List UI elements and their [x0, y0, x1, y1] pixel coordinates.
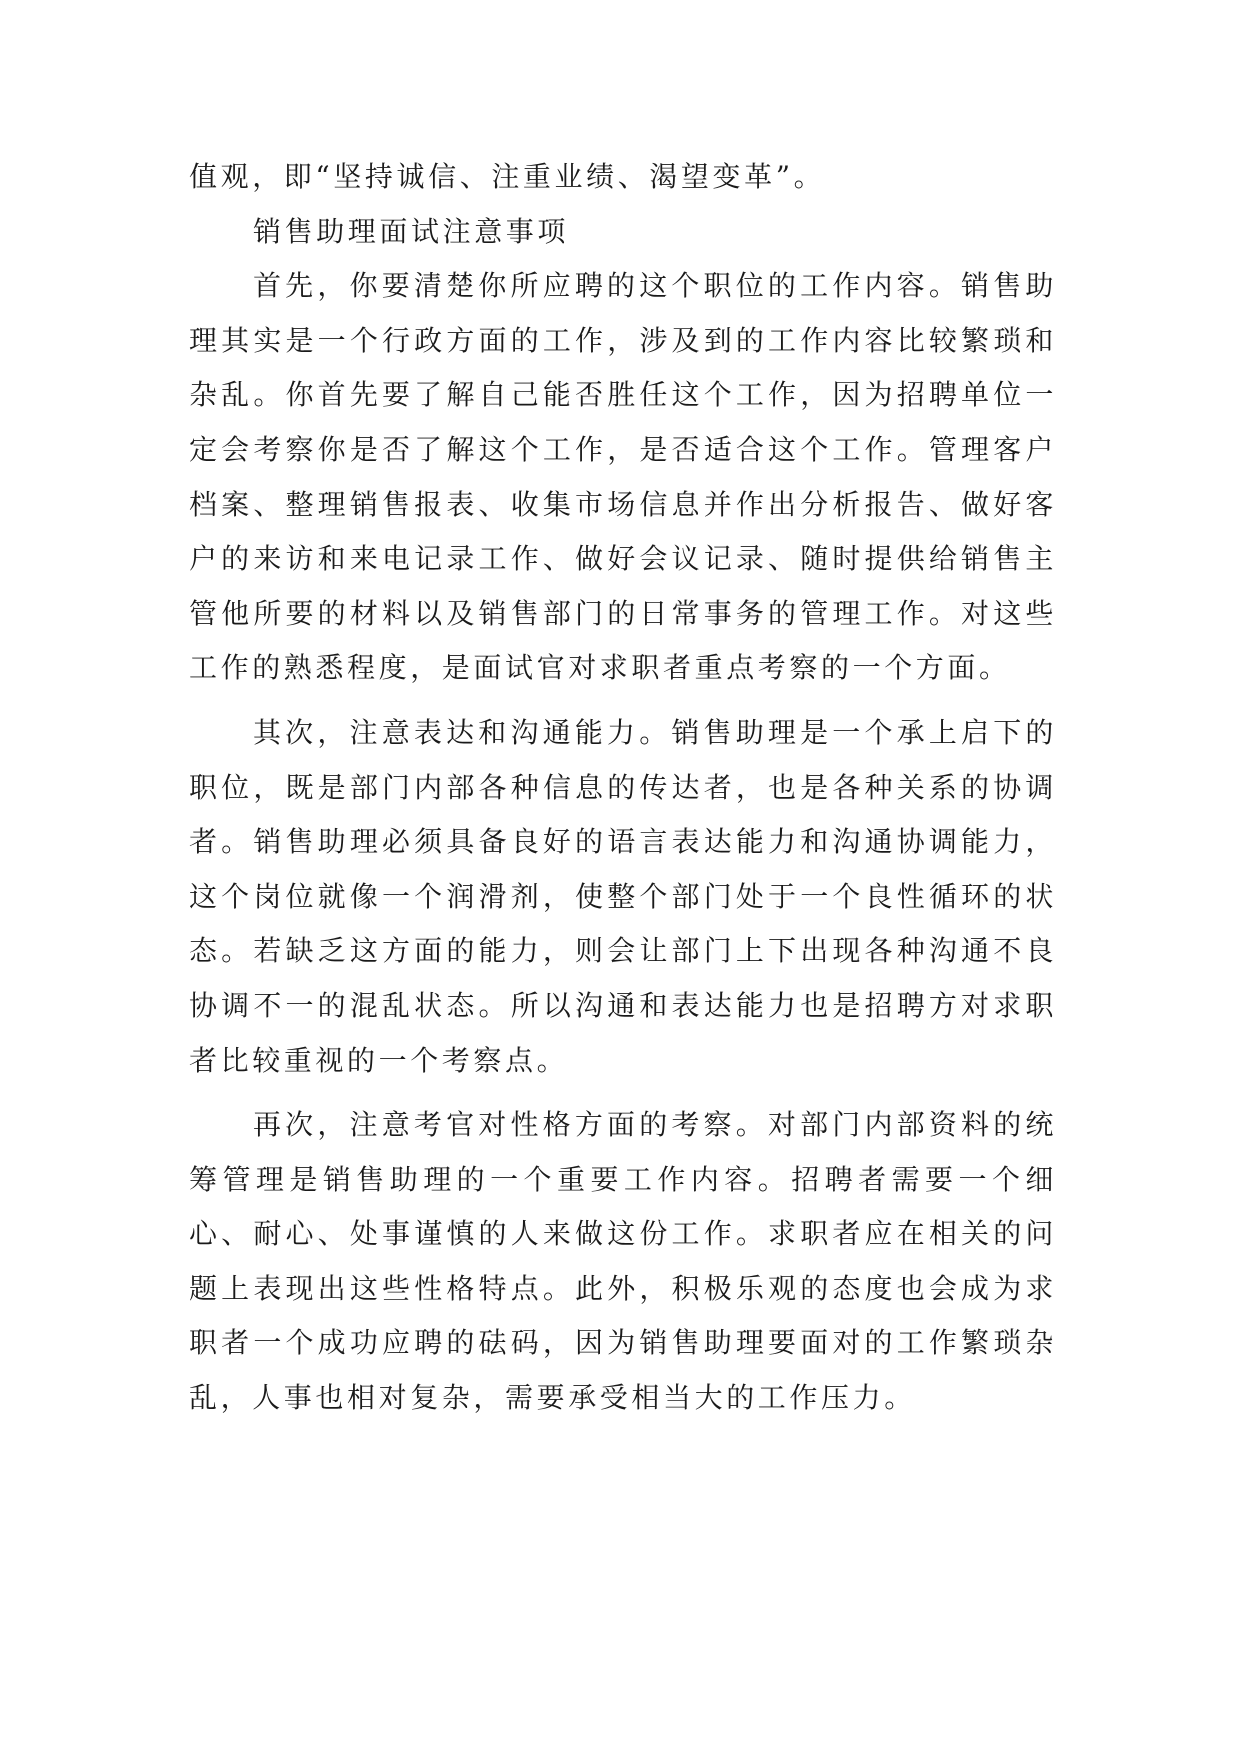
paragraph-third: 再次，注意考官对性格方面的考察。对部门内部资料的统筹管理是销售助理的一个重要工作内容。招聘者需要一个细心、耐心、处事谨慎的人来做这份工作。求职者应在相关的问题上表现出这些性格特点。此外，积极乐观的态度也会成为求职者一个成功应聘的砝码，因为销售助理要面对的工作繁琐杂乱，人事也相对复杂，需要承受相当大的工作压力。 — [189, 1108, 1057, 1415]
paragraph-continuation: 值观，即“坚持诚信、注重业绩、渴望变革”。 — [189, 160, 826, 193]
paragraph-first: 首先，你要清楚你所应聘的这个职位的工作内容。销售助理其实是一个行政方面的工作，涉及到的工作内容比较繁琐和杂乱。你首先要了解自己能否胜任这个工作，因为招聘单位一定会考察你是否了解这个工作，是否适合这个工作。管理客户档案、整理销售报表、收集市场信息并作出分析报告、做好客户的来访和来电记录工作、做好会议记录、随时提供给销售主管他所要的材料以及销售部门的日常事务的管理工作。对这些工作的熟悉程度，是面试官对求职者重点考察的一个方面。 — [189, 269, 1057, 685]
document-body — [189, 150, 1057, 1426]
paragraph-second: 其次，注意表达和沟通能力。销售助理是一个承上启下的职位，既是部门内部各种信息的传达者，也是各种关系的协调者。销售助理必须具备良好的语言表达能力和沟通协调能力，这个岗位就像一个润滑剂，使整个部门处于一个良性循环的状态。若缺乏这方面的能力，则会让部门上下出现各种沟通不良协调不一的混乱状态。所以沟通和表达能力也是招聘方对求职者比较重视的一个考察点。 — [189, 715, 1057, 1077]
section-heading: 销售助理面试注意事项 — [253, 214, 570, 248]
